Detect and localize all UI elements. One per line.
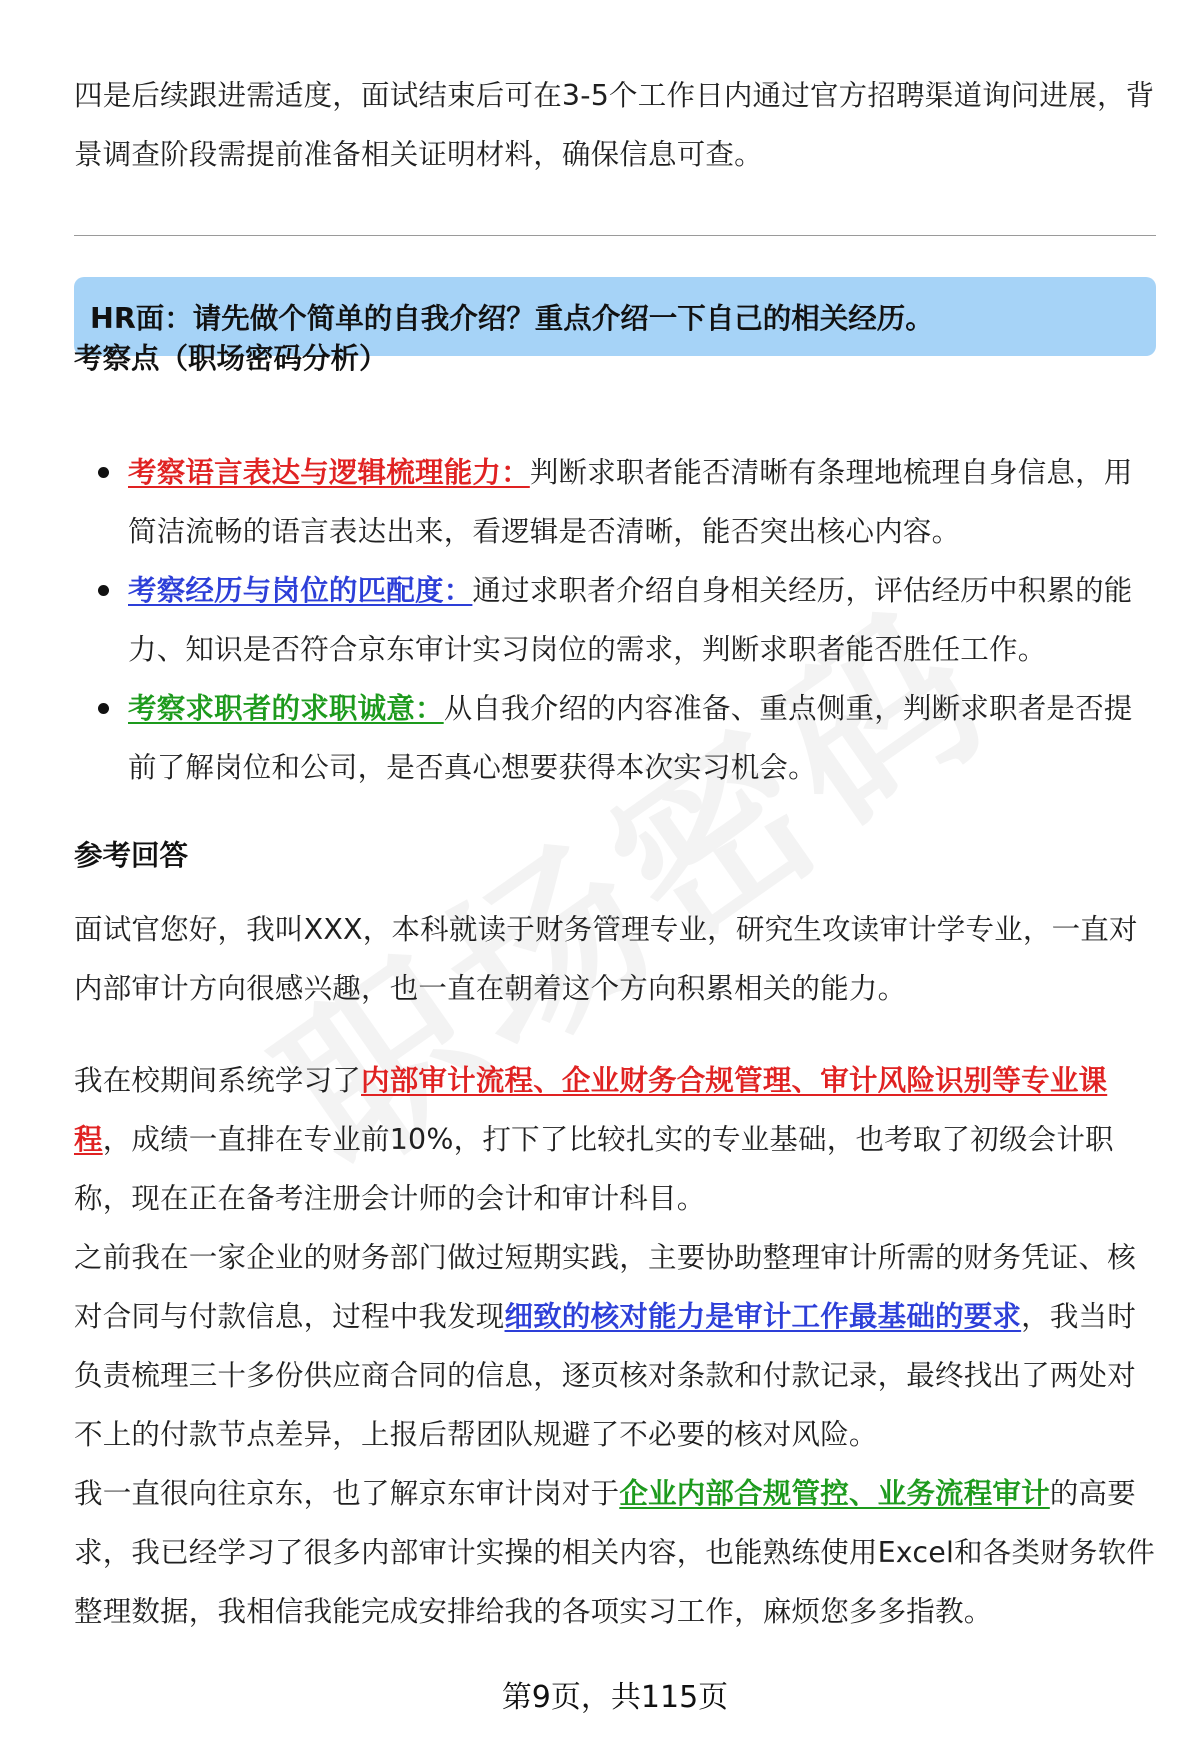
highlight-skill: 细致的核对能力是审计工作最基础的要求 xyxy=(504,1300,1022,1333)
intro-paragraph: 四是后续跟进需适度，面试结束后可在3-5个工作日内通过官方招聘渠道询问进展，背景调查阶段需提前准备相关证明材料，确保信息可查。 xyxy=(74,79,1155,171)
analysis-text: 从自我介绍的内容准备、重点侧重，判断求职者是否提前了解岗位和公司，是否真心想要获得本次实习机会。 xyxy=(128,692,1133,784)
highlight-requirements: 企业内部合规管控、业务流程审计 xyxy=(619,1477,1050,1510)
highlight-courses: 内部审计流程、企业财务合规管理、审计风险识别等专业课程 xyxy=(74,1064,1108,1156)
answer-heading: 参考回答 xyxy=(74,839,189,872)
page-number: 第9页，共115页 xyxy=(501,1680,729,1715)
analysis-list xyxy=(74,443,1156,797)
answer-paragraph: 之前我在一家企业的财务部门做过短期实践，主要协助整理审计所需的财务凭证、核对合同与付款信息，过程中我发现细致的核对能力是审计工作最基础的要求，我当时负责梳理三十多份供应商合同的信息，逐页核对条款和付款记录，最终找出了两处对不上的付款节点差异，上报后帮团队规避了不必要的核对风险。 xyxy=(74,1241,1136,1451)
analysis-text: 通过求职者介绍自身相关经历，评估经历中积累的能力、知识是否符合京东审计实习岗位的需求，判断求职者能否胜任工作。 xyxy=(128,574,1133,666)
section-divider xyxy=(74,235,1156,236)
analysis-item xyxy=(74,679,1156,797)
answer-paragraph: 面试官您好，我叫XXX，本科就读于财务管理专业，研究生攻读审计学专业，一直对内部审计方向很感兴趣，也一直在朝着这个方向积累相关的能力。 xyxy=(74,913,1138,1005)
question-text: HR面：请先做个简单的自我介绍？重点介绍一下自己的相关经历。 xyxy=(90,302,934,335)
analysis-text: 判断求职者能否清晰有条理地梳理自身信息，用简洁流畅的语言表达出来，看逻辑是否清晰，能否突出核心内容。 xyxy=(128,456,1133,548)
document-page xyxy=(74,0,1156,1755)
analysis-item xyxy=(74,443,1156,561)
answer-paragraph: 我一直很向往京东，也了解京东审计岗对于企业内部合规管控、业务流程审计的高要求，我已经学习了很多内部审计实操的相关内容，也能熟练使用Excel和各类财务软件整理数据，我相信我能完成安排给我的各项实习工作，麻烦您多多指教。 xyxy=(74,1477,1155,1628)
bullet-icon xyxy=(98,467,109,478)
answer-body xyxy=(74,1051,1156,1641)
analysis-keyword: 考察语言表达与逻辑梳理能力： xyxy=(128,456,530,489)
analysis-item xyxy=(74,561,1156,679)
analysis-keyword: 考察求职者的求职诚意： xyxy=(128,692,444,725)
analysis-heading: 考察点（职场密码分析） xyxy=(74,342,388,375)
bullet-icon xyxy=(98,703,109,714)
analysis-keyword: 考察经历与岗位的匹配度： xyxy=(128,574,473,607)
answer-paragraph: 我在校期间系统学习了内部审计流程、企业财务合规管理、审计风险识别等专业课程，成绩一直排在专业前10%，打下了比较扎实的专业基础，也考取了初级会计职称，现在正在备考注册会计师的会计和审计科目。 xyxy=(74,1064,1114,1215)
bullet-icon xyxy=(98,585,109,596)
